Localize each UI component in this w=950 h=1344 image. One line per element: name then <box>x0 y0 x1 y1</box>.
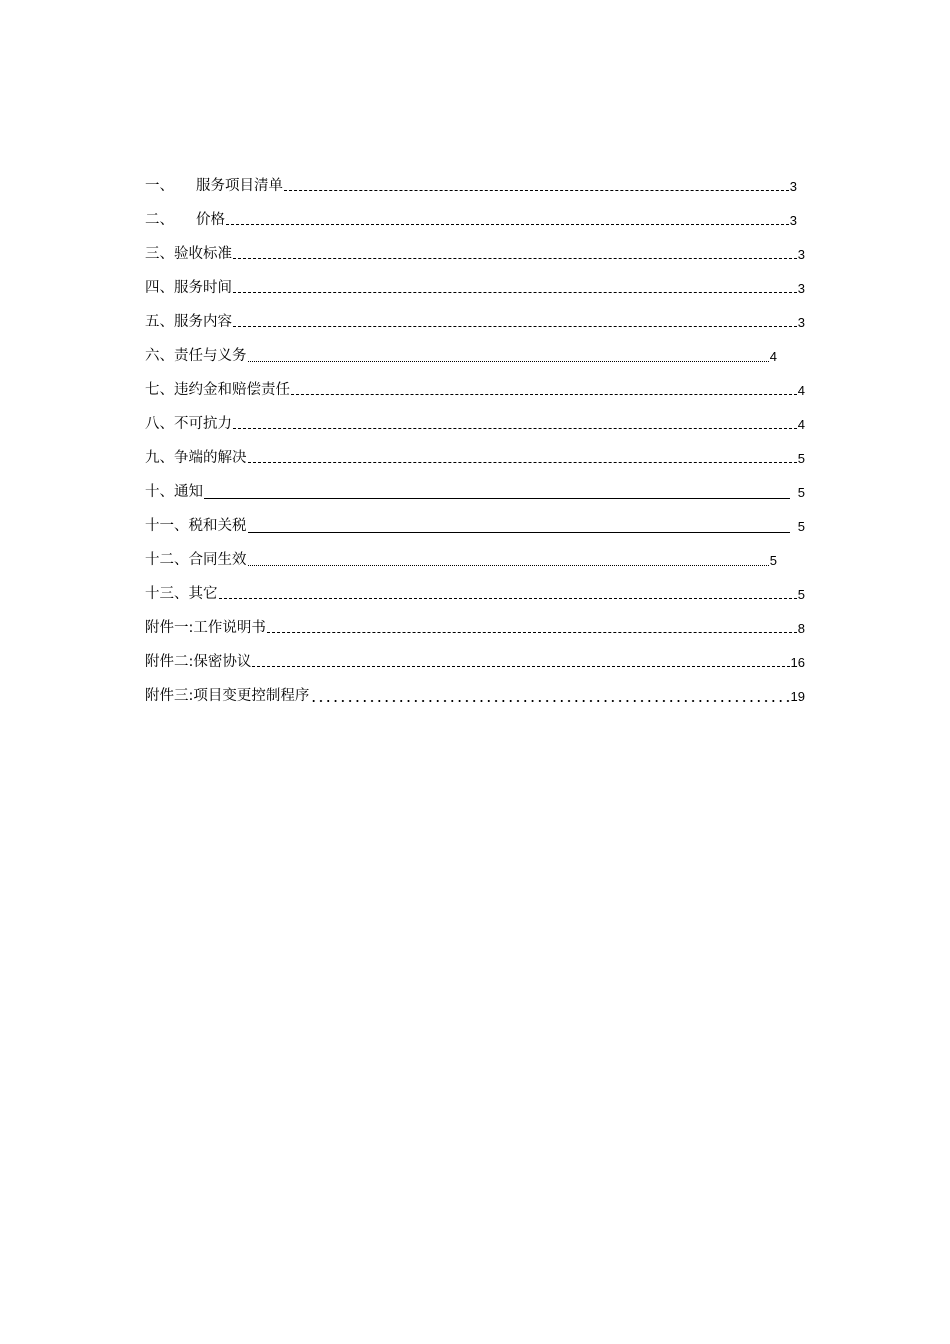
toc-leader <box>233 258 797 259</box>
toc-entry-label: 附件三:项目变更控制程序 <box>145 688 310 704</box>
toc-entry-label: 六、责任与义务 <box>145 348 247 364</box>
toc-leader <box>291 394 797 395</box>
toc-entry-taxes[interactable] <box>145 502 805 536</box>
toc-entry-label: 二、 价格 <box>145 212 225 228</box>
toc-entry-label: 附件一:工作说明书 <box>145 620 266 636</box>
toc-page-number: 3 <box>797 247 805 262</box>
table-of-contents <box>145 162 815 706</box>
toc-leader <box>248 462 797 463</box>
toc-leader <box>248 361 769 362</box>
toc-entry-disputes[interactable] <box>145 434 805 468</box>
toc-entry-service-list[interactable] <box>145 162 797 196</box>
toc-page-number: 3 <box>789 213 797 228</box>
toc-entry-notice[interactable] <box>145 468 805 502</box>
toc-entry-service-content[interactable] <box>145 298 805 332</box>
toc-leader <box>219 598 797 599</box>
toc-entry-appendix-2[interactable] <box>145 638 805 672</box>
toc-page-number: 8 <box>797 621 805 636</box>
toc-page-number: 3 <box>797 281 805 296</box>
toc-entry-price[interactable] <box>145 196 797 230</box>
toc-leader <box>233 326 797 327</box>
toc-leader <box>226 224 789 225</box>
toc-entry-penalty[interactable] <box>145 366 805 400</box>
toc-page-number: 5 <box>769 553 777 568</box>
toc-leader <box>252 666 789 667</box>
toc-page-number: 4 <box>797 417 805 432</box>
toc-page-number: 5 <box>797 519 805 534</box>
toc-entry-label: 附件二:保密协议 <box>145 654 252 670</box>
toc-leader <box>267 632 797 633</box>
toc-entry-label: 一、 服务项目清单 <box>145 178 283 194</box>
toc-page-number: 5 <box>797 587 805 602</box>
toc-entry-responsibilities[interactable] <box>145 332 777 366</box>
toc-leader <box>284 190 789 191</box>
toc-page-number: 4 <box>769 349 777 364</box>
toc-page-number: 16 <box>790 655 805 670</box>
toc-entry-force-majeure[interactable] <box>145 400 805 434</box>
toc-page-number: 19 <box>790 689 805 704</box>
toc-entry-acceptance[interactable] <box>145 230 805 264</box>
toc-entry-label: 十二、合同生效 <box>145 552 247 568</box>
toc-leader <box>248 532 790 533</box>
toc-entry-label: 十、通知 <box>145 484 203 500</box>
toc-page-number: 4 <box>797 383 805 398</box>
toc-page-number: 3 <box>797 315 805 330</box>
toc-entry-label: 十三、其它 <box>145 586 218 602</box>
toc-entry-other[interactable] <box>145 570 805 604</box>
toc-leader <box>233 292 797 293</box>
toc-entry-label: 九、争端的解决 <box>145 450 247 466</box>
toc-entry-appendix-1[interactable] <box>145 604 805 638</box>
toc-entry-service-time[interactable] <box>145 264 805 298</box>
toc-entry-label: 五、服务内容 <box>145 314 232 330</box>
toc-leader <box>233 428 797 429</box>
toc-entry-label: 七、违约金和赔偿责任 <box>145 382 290 398</box>
toc-entry-label: 十一、税和关税 <box>145 518 247 534</box>
toc-page-number: 5 <box>797 485 805 500</box>
toc-leader <box>204 498 790 499</box>
toc-entry-label: 三、验收标准 <box>145 246 232 262</box>
toc-page-number: 5 <box>797 451 805 466</box>
toc-entry-label: 八、不可抗力 <box>145 416 232 432</box>
toc-page-number: 3 <box>789 179 797 194</box>
toc-entry-appendix-3[interactable] <box>145 672 805 706</box>
toc-leader <box>248 565 769 566</box>
toc-entry-label: 四、服务时间 <box>145 280 232 296</box>
toc-leader <box>310 700 789 702</box>
toc-entry-effectiveness[interactable] <box>145 536 777 570</box>
